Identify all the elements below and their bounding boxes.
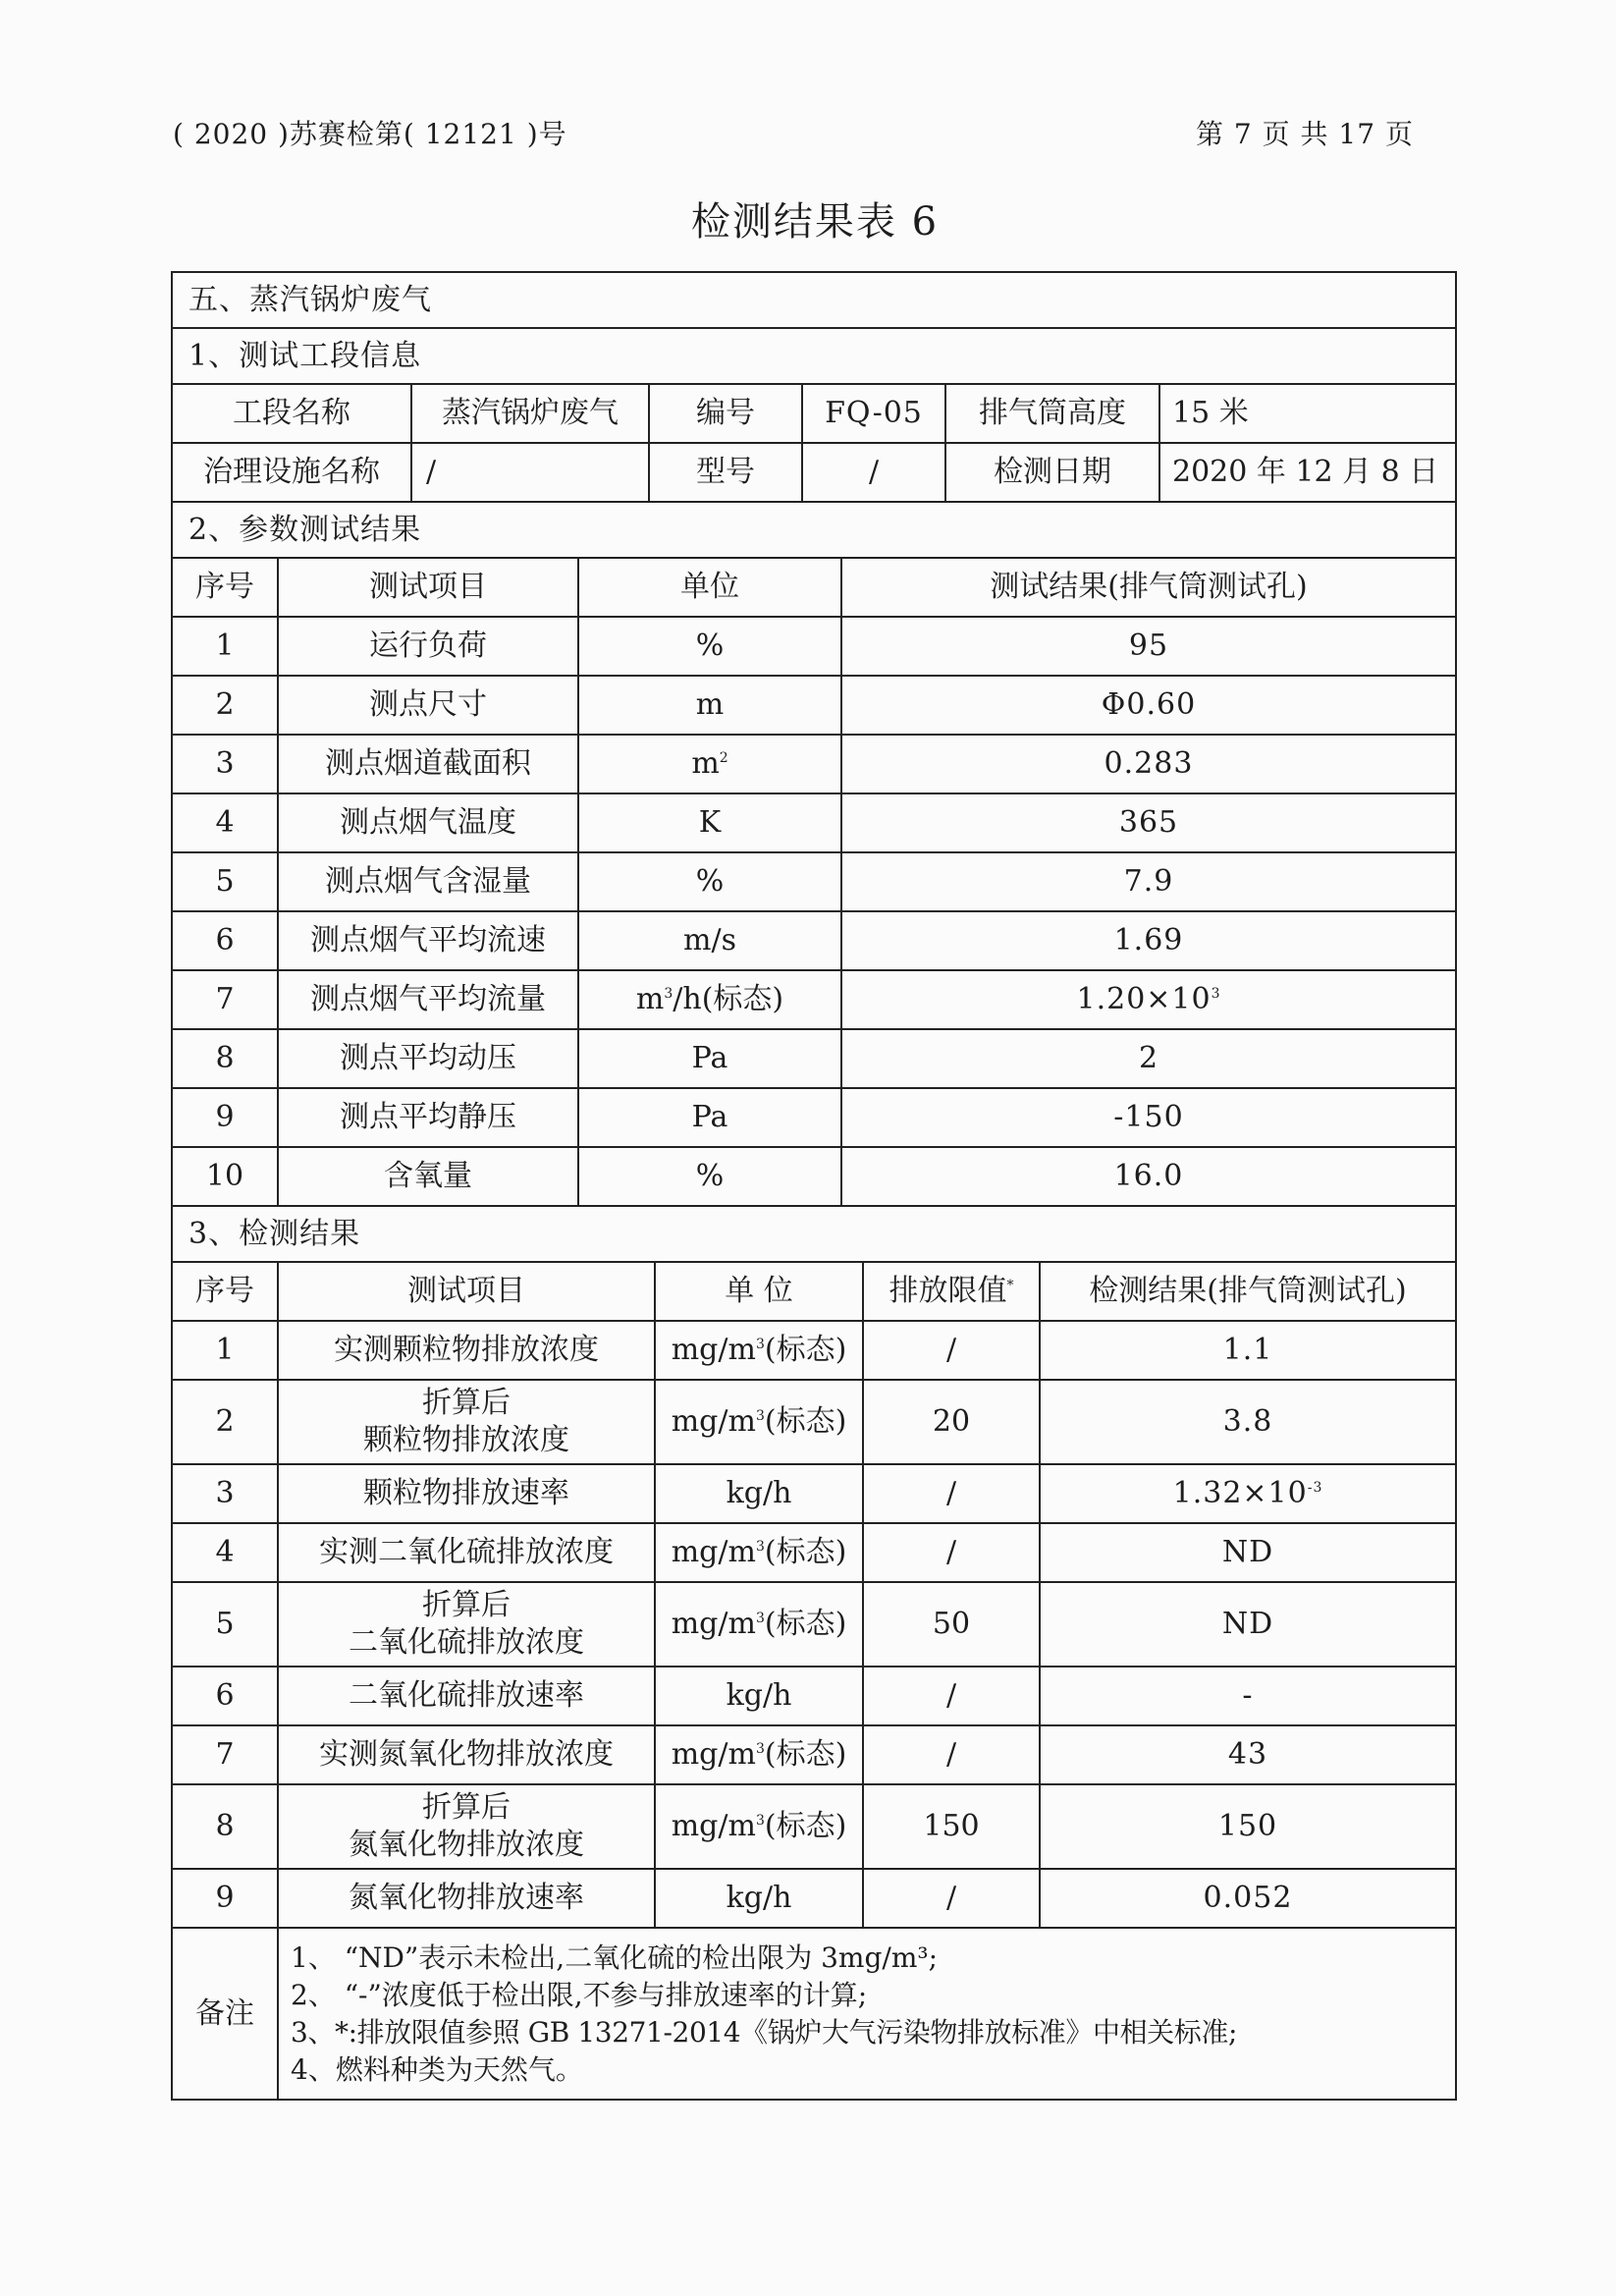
detect-item <box>278 1667 655 1725</box>
unit-sup: 3 <box>755 1813 765 1829</box>
page-indicator: 第 7 页 共 17 页 <box>1196 118 1414 150</box>
param-item: 测点烟气含湿量 <box>278 852 578 911</box>
result-text: 1.32×10 <box>1172 1476 1308 1510</box>
result-text: 3.8 <box>1222 1404 1273 1439</box>
detect-limit: 150 <box>863 1784 1040 1869</box>
detect-unit <box>655 1582 863 1667</box>
unit-text: m <box>695 687 725 722</box>
param-no: 3 <box>172 735 278 793</box>
param-unit <box>578 1088 841 1147</box>
detect-no: 8 <box>172 1784 278 1869</box>
detect-item <box>278 1784 655 1869</box>
unit-suffix: (标态) <box>764 1607 847 1641</box>
detect-result <box>1040 1321 1456 1380</box>
detect-no: 7 <box>172 1725 278 1784</box>
item-line: 颗粒物排放浓度 <box>363 1423 569 1457</box>
param-result <box>841 617 1456 676</box>
param-header-no: 序号 <box>172 558 278 617</box>
param-unit <box>578 793 841 852</box>
label-stack-height: 排气筒高度 <box>945 384 1159 443</box>
item-line: 氮氧化物排放浓度 <box>349 1828 584 1862</box>
unit-text: m/s <box>683 923 736 957</box>
limit-header-text: 排放限值 <box>889 1274 1007 1308</box>
result-text: 1.20×10 <box>1076 982 1212 1016</box>
detect-result <box>1040 1725 1456 1784</box>
label-test-date: 检测日期 <box>945 443 1159 502</box>
result-text: 0.052 <box>1203 1881 1293 1915</box>
param-item: 测点平均静压 <box>278 1088 578 1147</box>
param-no: 2 <box>172 676 278 735</box>
param-no: 10 <box>172 1147 278 1206</box>
test-date: 2020 年 12 月 8 日 <box>1159 443 1456 502</box>
unit-sup: 3 <box>755 1741 765 1757</box>
note-line: 2、 “-”浓度低于检出限,不参与排放速率的计算; <box>291 1978 868 2011</box>
detect-no: 2 <box>172 1380 278 1464</box>
label-code: 编号 <box>649 384 802 443</box>
param-result <box>841 676 1456 735</box>
unit-text: mg/m <box>671 1535 756 1569</box>
detect-limit: / <box>863 1464 1040 1523</box>
detect-result <box>1040 1869 1456 1928</box>
detect-limit: / <box>863 1725 1040 1784</box>
param-item: 测点烟气平均流速 <box>278 911 578 970</box>
unit-text: Pa <box>691 1100 728 1134</box>
param-no: 8 <box>172 1029 278 1088</box>
param-no: 1 <box>172 617 278 676</box>
item-line: 二氧化硫排放速率 <box>349 1678 584 1713</box>
detect-result <box>1040 1523 1456 1582</box>
detect-result <box>1040 1667 1456 1725</box>
unit-text: kg/h <box>726 1678 792 1713</box>
item-line: 实测颗粒物排放浓度 <box>334 1333 599 1367</box>
param-no: 7 <box>172 970 278 1029</box>
detect-unit <box>655 1523 863 1582</box>
detect-table <box>171 1205 1457 2101</box>
label-model: 型号 <box>649 443 802 502</box>
detect-item <box>278 1523 655 1582</box>
segment-name: 蒸汽锅炉废气 <box>411 384 649 443</box>
detect-result <box>1040 1380 1456 1464</box>
unit-suffix: (标态) <box>764 1333 847 1367</box>
param-item: 测点尺寸 <box>278 676 578 735</box>
detect-row <box>172 1321 1456 1380</box>
detect-row <box>172 1784 1456 1869</box>
detect-unit <box>655 1464 863 1523</box>
detect-result <box>1040 1784 1456 1869</box>
unit-text: m <box>691 746 720 781</box>
param-row <box>172 617 1456 676</box>
detect-header-result: 检测结果(排气筒测试孔) <box>1040 1262 1456 1321</box>
unit-sup: 3 <box>664 986 673 1002</box>
item-line: 折算后 <box>422 1386 511 1420</box>
result-text: 7.9 <box>1123 864 1174 899</box>
result-text: 95 <box>1128 629 1169 663</box>
unit-text: % <box>695 629 725 663</box>
unit-text: mg/m <box>671 1404 756 1439</box>
detect-item <box>278 1380 655 1464</box>
detect-limit: / <box>863 1321 1040 1380</box>
unit-sup: 2 <box>719 750 728 766</box>
unit-sup: 3 <box>755 1611 765 1626</box>
param-row <box>172 1029 1456 1088</box>
detect-unit <box>655 1380 863 1464</box>
detect-header-limit <box>863 1262 1040 1321</box>
detect-limit: / <box>863 1667 1040 1725</box>
detect-no: 5 <box>172 1582 278 1667</box>
notes-content <box>278 1928 1456 2100</box>
result-text: - <box>1242 1678 1254 1713</box>
param-result <box>841 911 1456 970</box>
param-item: 测点烟气温度 <box>278 793 578 852</box>
item-line: 实测氮氧化物排放浓度 <box>319 1737 614 1772</box>
detect-no: 3 <box>172 1464 278 1523</box>
param-header-item: 测试项目 <box>278 558 578 617</box>
detect-header-item: 测试项目 <box>278 1262 655 1321</box>
param-no: 9 <box>172 1088 278 1147</box>
item-line: 折算后 <box>422 1790 511 1825</box>
unit-sup: 3 <box>755 1408 765 1424</box>
detect-item <box>278 1869 655 1928</box>
detect-item <box>278 1725 655 1784</box>
detect-row <box>172 1582 1456 1667</box>
unit-text: m <box>635 982 665 1016</box>
param-unit <box>578 735 841 793</box>
param-table <box>171 557 1457 1207</box>
model-value: / <box>802 443 945 502</box>
detect-result <box>1040 1464 1456 1523</box>
code-value: FQ-05 <box>802 384 945 443</box>
unit-suffix: (标态) <box>764 1737 847 1772</box>
section2-title: 2、参数测试结果 <box>172 502 1456 558</box>
detect-limit: / <box>863 1523 1040 1582</box>
param-row <box>172 676 1456 735</box>
unit-suffix: (标态) <box>764 1535 847 1569</box>
detect-unit <box>655 1667 863 1725</box>
result-text: 1.69 <box>1113 923 1184 957</box>
param-no: 5 <box>172 852 278 911</box>
detect-row <box>172 1464 1456 1523</box>
param-unit <box>578 617 841 676</box>
detect-row <box>172 1667 1456 1725</box>
param-row <box>172 852 1456 911</box>
param-result <box>841 1147 1456 1206</box>
detect-item <box>278 1464 655 1523</box>
unit-text: K <box>698 805 722 840</box>
note-line: 1、 “ND”表示未检出,二氧化硫的检出限为 3mg/m³; <box>291 1941 939 1974</box>
detect-row <box>172 1523 1456 1582</box>
param-row <box>172 1147 1456 1206</box>
param-item: 测点烟道截面积 <box>278 735 578 793</box>
item-line: 颗粒物排放速率 <box>363 1476 569 1510</box>
param-no: 6 <box>172 911 278 970</box>
param-row <box>172 970 1456 1029</box>
detect-row <box>172 1869 1456 1928</box>
result-text: 0.283 <box>1104 746 1194 781</box>
param-result <box>841 852 1456 911</box>
facility-value: / <box>411 443 649 502</box>
report-number: ( 2020 )苏赛检第( 12121 )号 <box>173 118 567 150</box>
unit-text: Pa <box>691 1041 728 1075</box>
result-text: 2 <box>1138 1041 1159 1075</box>
note-line: 3、*:排放限值参照 GB 13271-2014《锅炉大气污染物排放标准》中相关标准; <box>291 2015 1238 2049</box>
param-item: 测点烟气平均流量 <box>278 970 578 1029</box>
detect-item <box>278 1321 655 1380</box>
detect-unit <box>655 1869 863 1928</box>
param-header-result: 测试结果(排气筒测试孔) <box>841 558 1456 617</box>
param-unit <box>578 676 841 735</box>
param-row <box>172 1088 1456 1147</box>
note-line: 4、燃料种类为天然气。 <box>291 2052 583 2086</box>
result-text: ND <box>1221 1607 1274 1641</box>
detect-unit <box>655 1784 863 1869</box>
limit-header-mark: * <box>1006 1278 1014 1293</box>
result-text: 150 <box>1217 1809 1278 1843</box>
param-row <box>172 793 1456 852</box>
param-item: 测点平均动压 <box>278 1029 578 1088</box>
result-text: 1.1 <box>1222 1333 1273 1367</box>
param-item: 含氧量 <box>278 1147 578 1206</box>
detect-row <box>172 1725 1456 1784</box>
detect-unit <box>655 1321 863 1380</box>
result-text: -150 <box>1113 1100 1184 1134</box>
result-sup: -3 <box>1307 1480 1323 1496</box>
unit-text: % <box>695 864 725 899</box>
result-text: 16.0 <box>1113 1159 1184 1193</box>
item-line: 氮氧化物排放速率 <box>349 1881 584 1915</box>
detect-no: 4 <box>172 1523 278 1582</box>
param-item: 运行负荷 <box>278 617 578 676</box>
detect-limit: 50 <box>863 1582 1040 1667</box>
param-no: 4 <box>172 793 278 852</box>
unit-suffix: (标态) <box>764 1809 847 1843</box>
param-header-unit: 单位 <box>578 558 841 617</box>
param-unit <box>578 970 841 1029</box>
unit-sup: 3 <box>755 1539 765 1555</box>
unit-text: mg/m <box>671 1607 756 1641</box>
param-result <box>841 970 1456 1029</box>
stack-height: 15 米 <box>1159 384 1456 443</box>
param-result <box>841 735 1456 793</box>
notes-label: 备注 <box>172 1928 278 2100</box>
label-segment-name: 工段名称 <box>172 384 411 443</box>
result-sheet <box>171 271 1457 2101</box>
param-row <box>172 735 1456 793</box>
detect-result <box>1040 1582 1456 1667</box>
item-line: 折算后 <box>422 1588 511 1622</box>
section3-title: 3、检测结果 <box>172 1206 1456 1262</box>
param-unit <box>578 911 841 970</box>
param-row <box>172 911 1456 970</box>
section1-title: 1、测试工段信息 <box>172 328 1456 384</box>
label-facility: 治理设施名称 <box>172 443 411 502</box>
param-result <box>841 793 1456 852</box>
detect-item <box>278 1582 655 1667</box>
param-result <box>841 1088 1456 1147</box>
unit-text: mg/m <box>671 1737 756 1772</box>
detect-limit: / <box>863 1869 1040 1928</box>
detect-no: 6 <box>172 1667 278 1725</box>
section-main-title: 五、蒸汽锅炉废气 <box>172 272 1456 328</box>
unit-suffix: (标态) <box>764 1404 847 1439</box>
unit-suffix: /h(标态) <box>673 982 784 1016</box>
detect-header-unit: 单 位 <box>655 1262 863 1321</box>
param-result <box>841 1029 1456 1088</box>
item-line: 二氧化硫排放浓度 <box>349 1625 584 1660</box>
detect-no: 1 <box>172 1321 278 1380</box>
result-text: Φ0.60 <box>1101 687 1197 722</box>
detect-no: 9 <box>172 1869 278 1928</box>
item-line: 实测二氧化硫排放浓度 <box>319 1535 614 1569</box>
unit-text: kg/h <box>726 1881 792 1915</box>
result-text: 365 <box>1118 805 1179 840</box>
info-table <box>171 271 1457 559</box>
detect-row <box>172 1380 1456 1464</box>
param-unit <box>578 1147 841 1206</box>
unit-text: kg/h <box>726 1476 792 1510</box>
page-title: 检测结果表 6 <box>690 199 940 245</box>
unit-sup: 3 <box>755 1337 765 1352</box>
detect-header-no: 序号 <box>172 1262 278 1321</box>
result-text: 43 <box>1227 1737 1268 1772</box>
detect-limit: 20 <box>863 1380 1040 1464</box>
detect-unit <box>655 1725 863 1784</box>
unit-text: % <box>695 1159 725 1193</box>
param-unit <box>578 852 841 911</box>
param-unit <box>578 1029 841 1088</box>
unit-text: mg/m <box>671 1333 756 1367</box>
unit-text: mg/m <box>671 1809 756 1843</box>
result-sup: 3 <box>1211 986 1221 1002</box>
result-text: ND <box>1221 1535 1274 1569</box>
